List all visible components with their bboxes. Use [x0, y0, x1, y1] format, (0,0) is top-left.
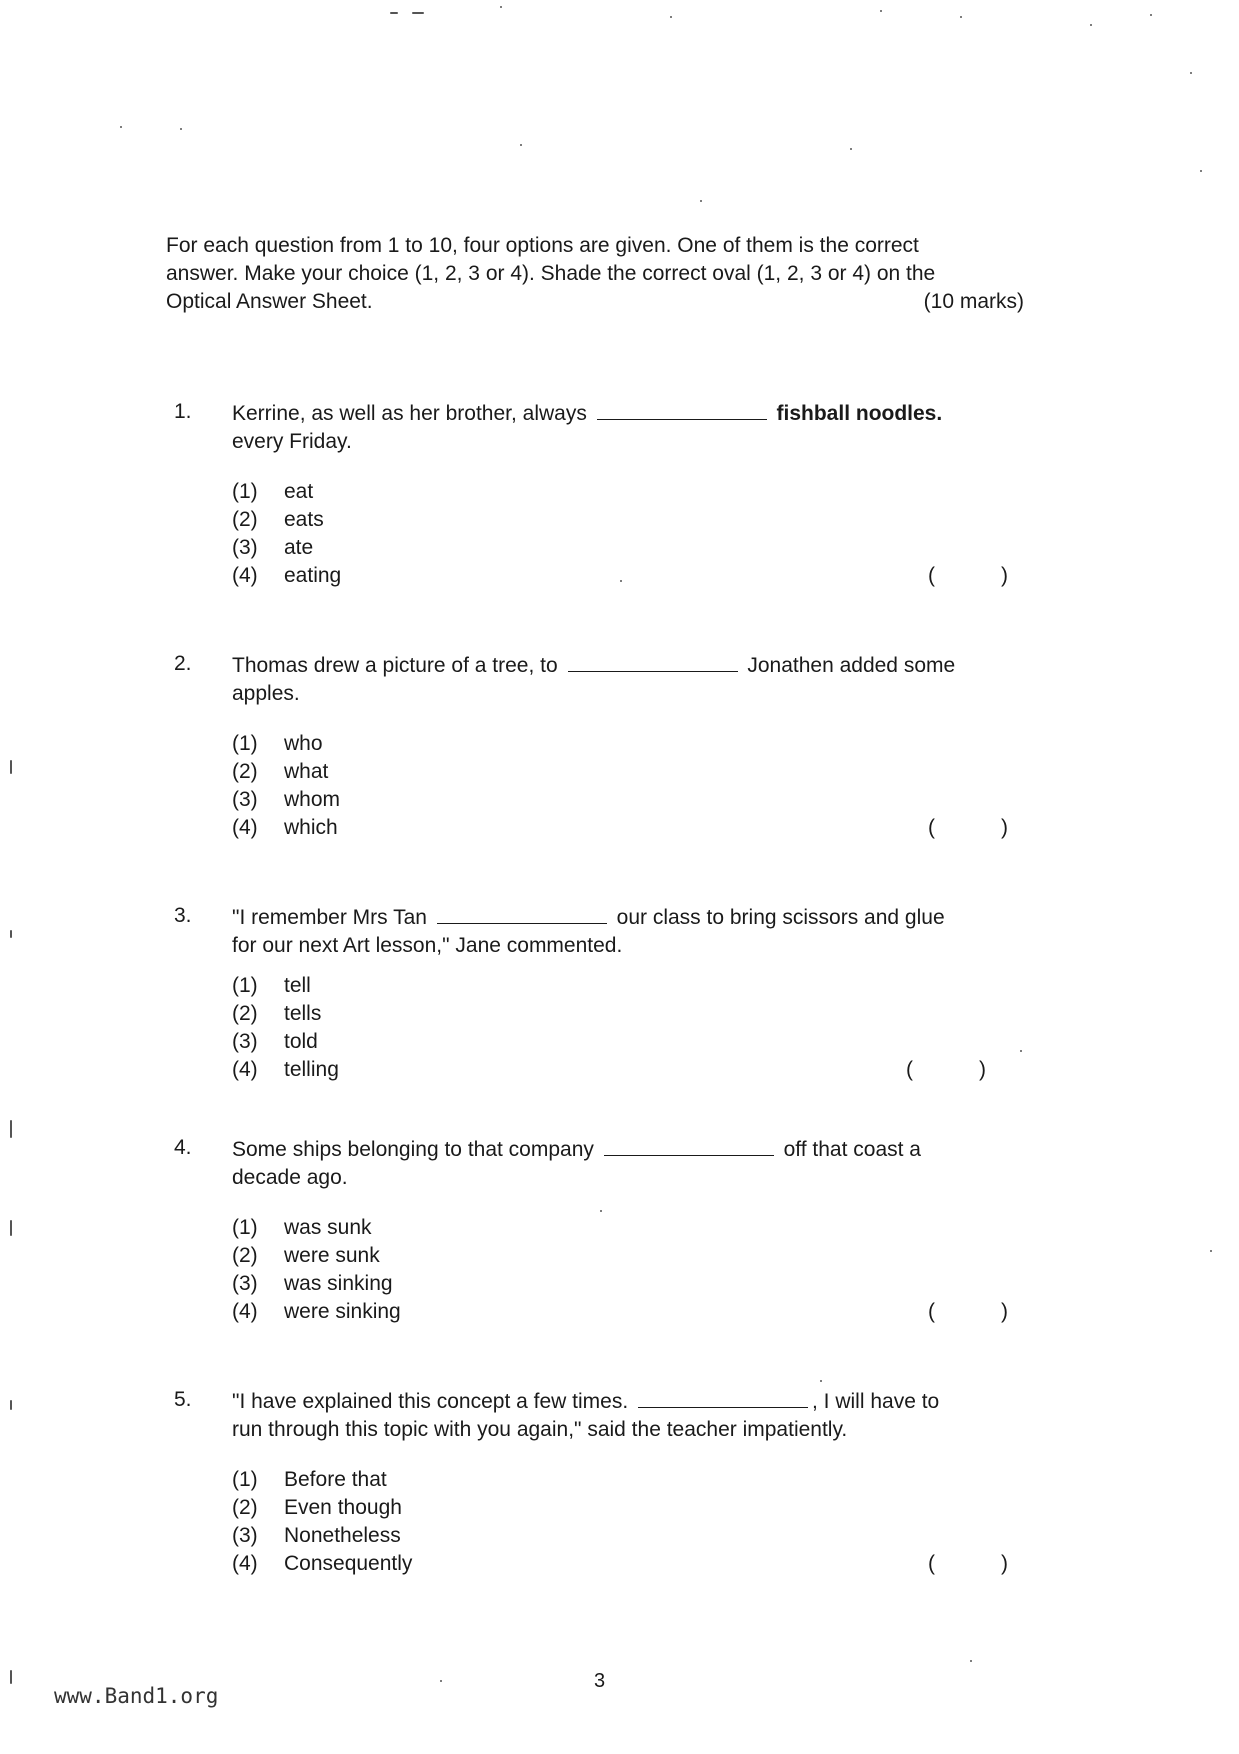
bracket-close: ): [1001, 816, 1008, 839]
bracket-open: (: [928, 1300, 935, 1323]
speck: [180, 128, 182, 130]
speck: [670, 16, 672, 18]
option-number: (1): [232, 1468, 258, 1491]
option-1[interactable]: [232, 1214, 1026, 1242]
option-number: (1): [232, 732, 258, 755]
option-4[interactable]: [232, 1056, 1026, 1084]
question-3: [174, 904, 1026, 1084]
question-1: [174, 400, 1026, 590]
option-1[interactable]: [232, 478, 1026, 506]
question-text: [232, 652, 1026, 708]
question-stem-end: , I will have to: [812, 1390, 940, 1413]
option-number: (4): [232, 816, 258, 839]
speck: [390, 12, 398, 14]
option-2[interactable]: [232, 1242, 1026, 1270]
option-number: (2): [232, 1244, 258, 1267]
question-stem: "I have explained this concept a few times.: [232, 1390, 629, 1413]
option-number: (3): [232, 536, 258, 559]
question-text: [232, 400, 1026, 456]
speck: [1090, 24, 1092, 26]
option-4[interactable]: [232, 1298, 1026, 1326]
bracket-open: (: [928, 564, 935, 587]
option-number: (1): [232, 974, 258, 997]
option-text: which: [284, 816, 338, 839]
speck: [120, 126, 122, 128]
option-list: [232, 1214, 1026, 1326]
bracket-close: ): [979, 1058, 986, 1081]
option-text: was sunk: [284, 1216, 372, 1239]
option-text: was sinking: [284, 1272, 393, 1295]
option-text: were sinking: [284, 1300, 401, 1323]
option-number: (4): [232, 564, 258, 587]
bracket-close: ): [1001, 1300, 1008, 1323]
question-4: [174, 1136, 1026, 1326]
answer-bracket[interactable]: [906, 1056, 986, 1084]
option-3[interactable]: [232, 1028, 1026, 1056]
answer-bracket[interactable]: [928, 814, 1008, 842]
speck: [10, 760, 12, 774]
question-stem-end: our class to bring scissors and glue: [616, 906, 945, 929]
bracket-open: (: [928, 816, 935, 839]
option-3[interactable]: [232, 1270, 1026, 1298]
question-stem: Thomas drew a picture of a tree, to: [232, 654, 558, 677]
instructions: [166, 232, 1024, 316]
option-text: Nonetheless: [284, 1524, 401, 1547]
answer-blank: [597, 401, 767, 420]
speck: [1200, 170, 1202, 172]
question-number: 1.: [174, 400, 192, 423]
speck: [412, 12, 424, 14]
question-stem: Some ships belonging to that company: [232, 1138, 594, 1161]
question-line-2: decade ago.: [232, 1166, 348, 1189]
question-line-2: run through this topic with you again," said the teacher impatiently.: [232, 1418, 848, 1441]
speck: [10, 1670, 12, 1684]
option-number: (2): [232, 1002, 258, 1025]
speck: [600, 1210, 602, 1212]
speck: [820, 1380, 822, 1382]
option-number: (1): [232, 480, 258, 503]
option-text: eating: [284, 564, 342, 587]
option-text: ate: [284, 536, 314, 559]
option-text: telling: [284, 1058, 339, 1081]
option-text: were sunk: [284, 1244, 380, 1267]
instructions-line-3-text: Optical Answer Sheet.: [166, 290, 373, 313]
question-text: [232, 904, 1026, 960]
bracket-open: (: [928, 1552, 935, 1575]
option-text: Even though: [284, 1496, 402, 1519]
speck: [10, 1120, 12, 1138]
option-number: (3): [232, 1272, 258, 1295]
answer-bracket[interactable]: [928, 562, 1008, 590]
option-text: tell: [284, 974, 311, 997]
speck: [700, 200, 702, 202]
option-text: what: [284, 760, 329, 783]
option-4[interactable]: [232, 814, 1026, 842]
option-number: (2): [232, 760, 258, 783]
answer-bracket[interactable]: [928, 1550, 1008, 1578]
speck: [970, 1660, 972, 1662]
instructions-line-1: For each question from 1 to 10, four options are given. One of them is the correct: [166, 234, 919, 257]
option-1[interactable]: [232, 972, 1026, 1000]
question-stem: Kerrine, as well as her brother, always: [232, 402, 587, 425]
question-number: 4.: [174, 1136, 192, 1159]
answer-blank: [437, 905, 607, 924]
speck: [440, 1680, 442, 1682]
option-text: whom: [284, 788, 341, 811]
speck: [10, 930, 12, 938]
question-stem: "I remember Mrs Tan: [232, 906, 427, 929]
option-3[interactable]: [232, 1522, 1026, 1550]
bracket-close: ): [1001, 564, 1008, 587]
option-2[interactable]: [232, 1494, 1026, 1522]
option-text: Consequently: [284, 1552, 413, 1575]
speck: [1210, 1250, 1212, 1252]
speck: [520, 144, 522, 146]
option-text: who: [284, 732, 323, 755]
option-number: (4): [232, 1300, 258, 1323]
option-2[interactable]: [232, 1000, 1026, 1028]
question-line-2: every Friday.: [232, 430, 352, 453]
speck: [880, 10, 882, 12]
question-stem-end: fishball noodles.: [776, 402, 943, 425]
option-number: (1): [232, 1216, 258, 1239]
question-stem-end: Jonathen added some: [747, 654, 956, 677]
option-text: Before that: [284, 1468, 387, 1491]
speck: [620, 580, 622, 582]
question-stem-end: off that coast a: [783, 1138, 921, 1161]
option-2[interactable]: [232, 758, 1026, 786]
speck: [850, 148, 852, 150]
bracket-open: (: [906, 1058, 913, 1081]
option-number: (3): [232, 1030, 258, 1053]
speck: [10, 1400, 12, 1410]
question-text: [232, 1388, 1026, 1444]
option-number: (4): [232, 1552, 258, 1575]
question-5: [174, 1388, 1026, 1578]
question-number: 5.: [174, 1388, 192, 1411]
option-number: (3): [232, 788, 258, 811]
question-text: [232, 1136, 1026, 1192]
answer-blank: [638, 1389, 808, 1408]
option-list: [232, 1466, 1026, 1578]
option-text: tells: [284, 1002, 322, 1025]
marks-label: (10 marks): [923, 290, 1024, 313]
watermark: www.Band1.org: [54, 1684, 219, 1708]
option-number: (4): [232, 1058, 258, 1081]
option-number: (2): [232, 508, 258, 531]
option-4[interactable]: [232, 1550, 1026, 1578]
instructions-line-2: answer. Make your choice (1, 2, 3 or 4). Shade the correct oval (1, 2, 3 or 4) on the: [166, 262, 936, 285]
question-line-2: apples.: [232, 682, 300, 705]
option-text: eat: [284, 480, 314, 503]
question-line-2: for our next Art lesson," Jane commented.: [232, 934, 623, 957]
speck: [500, 6, 502, 8]
answer-blank: [568, 653, 738, 672]
page-number: 3: [594, 1670, 606, 1692]
speck: [10, 1220, 12, 1236]
option-4[interactable]: [232, 562, 1026, 590]
question-number: 2.: [174, 652, 192, 675]
question-2: [174, 652, 1026, 842]
option-2[interactable]: [232, 506, 1026, 534]
option-number: (3): [232, 1524, 258, 1547]
option-text: told: [284, 1030, 318, 1053]
option-1[interactable]: [232, 1466, 1026, 1494]
instructions-line-3: [166, 288, 1024, 316]
option-3[interactable]: [232, 534, 1026, 562]
option-list: [232, 730, 1026, 842]
option-list: [232, 972, 1026, 1084]
question-number: 3.: [174, 904, 192, 927]
answer-bracket[interactable]: [928, 1298, 1008, 1326]
option-list: [232, 478, 1026, 590]
option-text: eats: [284, 508, 324, 531]
speck: [960, 16, 962, 18]
option-number: (2): [232, 1496, 258, 1519]
speck: [1020, 1050, 1022, 1052]
option-3[interactable]: [232, 786, 1026, 814]
speck: [1190, 72, 1192, 74]
answer-blank: [604, 1137, 774, 1156]
option-1[interactable]: [232, 730, 1026, 758]
bracket-close: ): [1001, 1552, 1008, 1575]
speck: [1150, 14, 1152, 16]
